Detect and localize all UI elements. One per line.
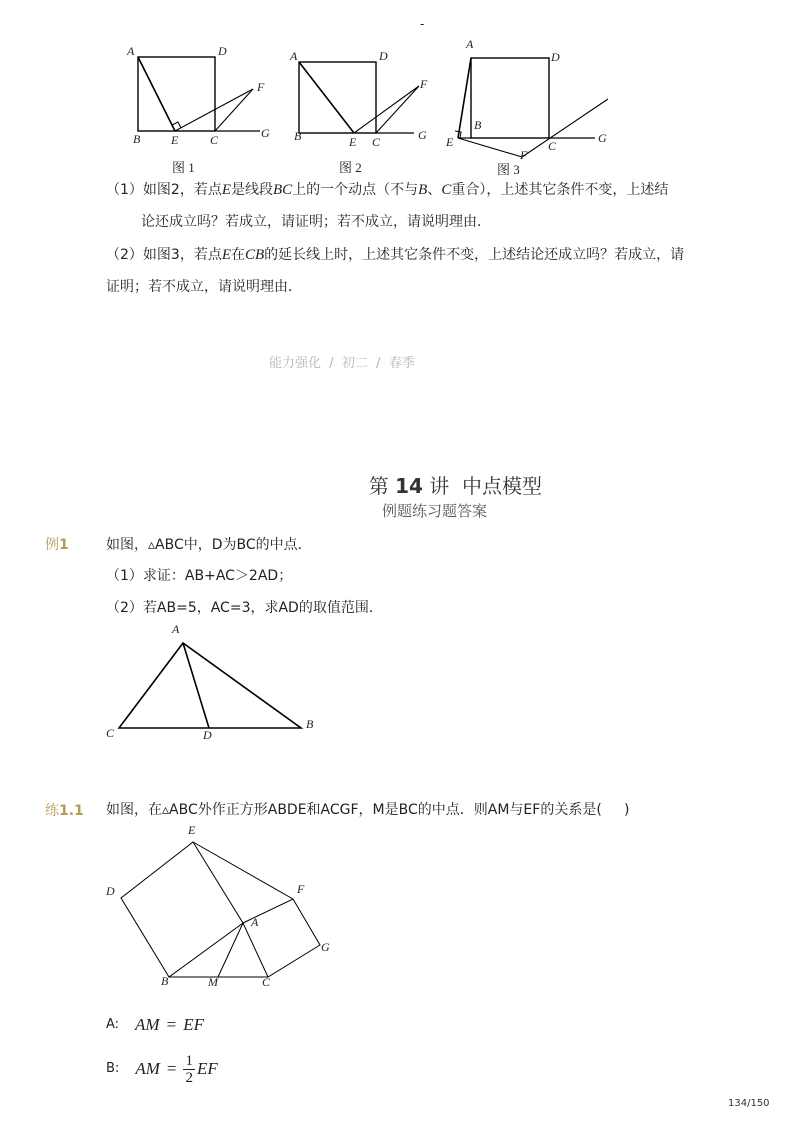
fig3-label-f: F: [520, 148, 528, 162]
example-tag-number: 1: [59, 537, 69, 553]
fig1-label-e: E: [171, 133, 179, 147]
q1-text-3: 上的一个动点（不与: [292, 182, 419, 198]
ex1-label-b: B: [306, 717, 314, 731]
pr11-label-d: D: [106, 884, 115, 898]
q1-text-1: （1）如图2，若点: [106, 182, 222, 198]
pr11-label-a: A: [251, 915, 259, 929]
option-a-rhs: EF: [183, 1015, 204, 1034]
fig3-label-b: B: [474, 118, 482, 132]
q1-text-5: 重合），上述其它条件不变，上述结: [451, 182, 669, 198]
option-b-numerator: 1: [185, 1052, 193, 1069]
pr11-label-e: E: [188, 823, 196, 837]
fig2-label-e: E: [349, 135, 357, 149]
fig3-label-d: D: [551, 50, 560, 64]
q1-text-4: 、: [427, 182, 442, 198]
page-number: 134/150: [728, 1098, 770, 1109]
fig1-label-d: D: [218, 44, 227, 58]
lecture-suffix: 讲 中点模型: [422, 474, 542, 498]
q1-text-2: 是线段: [231, 182, 273, 198]
q1-var-b: B: [418, 182, 428, 198]
ex1-label-d: D: [203, 728, 212, 742]
fig2-label-a: A: [290, 49, 298, 63]
option-a-key: A:: [106, 1017, 120, 1032]
top-mark: -: [420, 17, 425, 31]
option-a-lhs: AM: [135, 1015, 160, 1034]
q1-var-e: E: [221, 182, 231, 198]
fig1-label-g: G: [261, 126, 270, 140]
q2-text-1: （2）如图3，若点: [106, 247, 222, 263]
pr11-label-c: C: [262, 975, 271, 989]
option-b-lhs: AM: [135, 1059, 160, 1078]
q2-text-3: 的延长线上时，上述其它条件不变，上述结论还成立吗？若成立，请: [264, 247, 685, 263]
fig3-label-g: G: [598, 131, 607, 145]
example-tag-word: 例: [45, 537, 59, 553]
fig1-label-a: A: [127, 44, 135, 58]
fig1-label-b: B: [133, 132, 141, 146]
pr11-label-f: F: [297, 882, 305, 896]
example-1-part-1: （1）求证：AB+AC＞2AD；: [106, 568, 293, 584]
pr11-label-g: G: [321, 940, 330, 954]
question-2-line-2: 证明；若不成立，请说明理由．: [106, 279, 302, 295]
lecture-number: 14: [395, 474, 423, 498]
fig2-label-d: D: [379, 49, 388, 63]
pr11-label-m: M: [208, 975, 218, 989]
option-a-eq: =: [166, 1015, 177, 1034]
course-footer: 能力强化 / 初二 / 春季: [269, 356, 415, 371]
fig3-label-a: A: [466, 37, 474, 51]
fig3-label-c: C: [548, 139, 557, 153]
pr11-label-b: B: [161, 974, 169, 988]
practice-tag-number: 1.1: [59, 803, 84, 819]
practice-tag-word: 练: [45, 803, 59, 819]
option-b-denominator: 2: [185, 1069, 193, 1086]
example-1-stem: 如图，▵ABC中，D为BC的中点．: [106, 537, 312, 553]
section-subtitle: 例题练习题答案: [382, 502, 488, 520]
ex1-label-c: C: [106, 726, 115, 740]
fig2-label-b: B: [294, 129, 302, 143]
q2-var-e: E: [221, 247, 231, 263]
lecture-prefix: 第: [368, 474, 396, 498]
fig1-label-c: C: [210, 133, 219, 147]
practice-1-1-stem: 如图，在▵ABC外作正方形ABDE和ACGF，M是BC的中点．则AM与EF的关系是( ): [106, 802, 630, 818]
option-b[interactable]: [106, 1049, 218, 1089]
fig2-label-g: G: [418, 128, 427, 142]
fig1-caption: 图 1: [172, 160, 195, 175]
fig3-caption: 图 3: [497, 162, 520, 177]
option-b-rhs: EF: [196, 1059, 218, 1078]
option-b-key: B:: [106, 1061, 120, 1076]
q2-text-2: 在: [231, 247, 245, 263]
option-b-eq: =: [166, 1059, 177, 1078]
q2-var-cb: CB: [245, 247, 265, 263]
fig2-label-c: C: [372, 135, 381, 149]
option-b-fraction: [183, 1053, 195, 1086]
fig2-label-f: F: [420, 77, 428, 91]
question-1-line-2: 论还成立吗？若成立，请证明；若不成立，请说明理由．: [141, 214, 491, 230]
fig1-label-f: F: [257, 80, 265, 94]
fig2-caption: 图 2: [339, 160, 362, 175]
example-1-part-2: （2）若AB=5，AC=3，求AD的取值范围．: [106, 600, 383, 616]
option-a[interactable]: [106, 1013, 204, 1037]
ex1-label-a: A: [172, 622, 180, 636]
q1-var-bc: BC: [273, 182, 293, 198]
fig3-label-e: E: [446, 135, 454, 149]
q1-var-c: C: [441, 182, 452, 198]
